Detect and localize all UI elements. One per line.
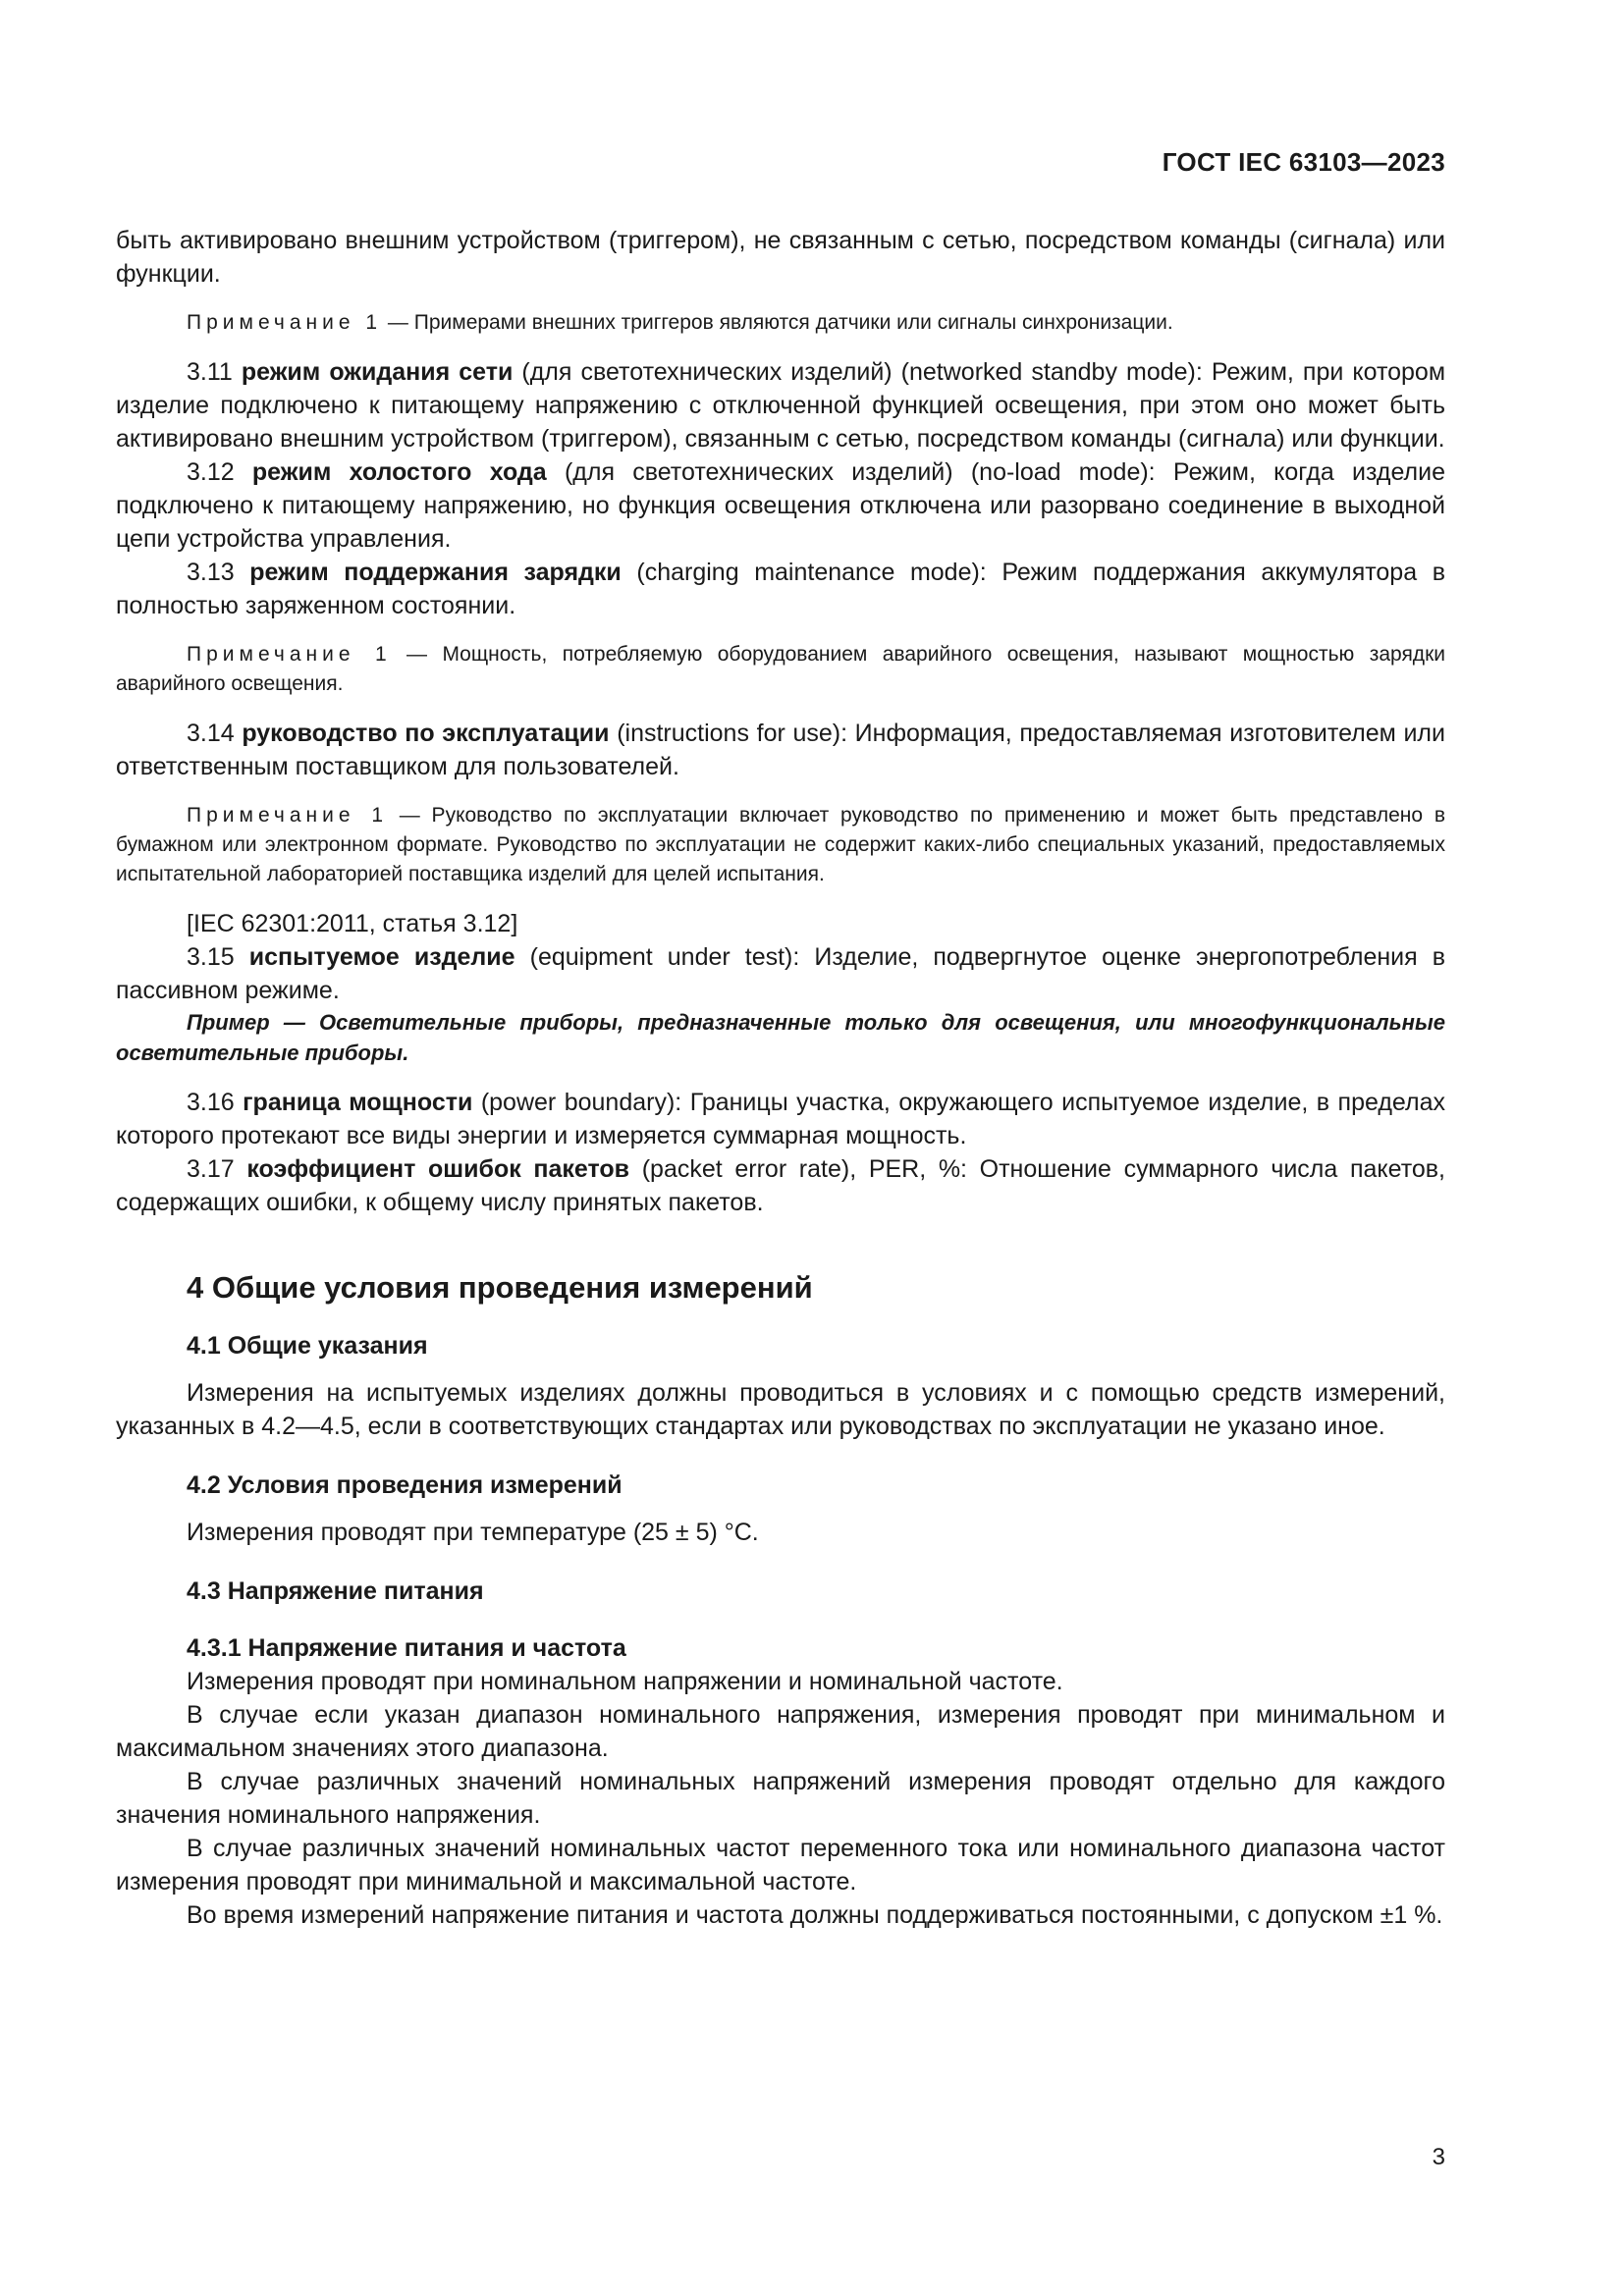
- section-4-3-1-paragraph-3: В случае различных значений номинальных напряжений измерения проводят отдельно для каждого значения номинального напряжения.: [116, 1768, 1445, 1829]
- continuation-paragraph: быть активировано внешним устройством (триггером), не связанным с сетью, посредством команды (сигнала) или функции.: [116, 227, 1445, 288]
- note-label: Примечание 1: [187, 804, 389, 827]
- section-4-heading: 4 Общие условия проведения измерений: [187, 1270, 813, 1305]
- note-text: — Руководство по эксплуатации включает руководство по применению и может быть представлено в бумажном или электронном формате. Руководство по эксплуатации не содержит каких-либо специальных указаний, предоставляемых испытательной лабораторией поставщика изделий для целей испытания.: [116, 804, 1445, 885]
- definition-number: 3.11: [187, 358, 242, 386]
- definition-number: 3.13: [187, 559, 250, 586]
- section-4-3-1-paragraph-1: Измерения проводят при номинальном напряжении и номинальной частоте.: [187, 1668, 1063, 1695]
- definition-3-12: [116, 455, 1445, 556]
- note-text: — Мощность, потребляемую оборудованием аварийного освещения, называют мощностью зарядки аварийного освещения.: [116, 643, 1445, 695]
- definition-term: испытуемое изделие: [248, 943, 515, 971]
- section-4-3-1-heading: 4.3.1 Напряжение питания и частота: [187, 1634, 626, 1662]
- document-designation: ГОСТ IEC 63103—2023: [1162, 147, 1445, 177]
- definition-text: (power boundary): Границы участка, окружающего испытуемое изделие, в пределах которого протекают все виды энергии и измеряется суммарная мощность.: [116, 1089, 1446, 1149]
- definition-term: режим поддержания зарядки: [249, 559, 622, 586]
- document-page: [116, 0, 1445, 2296]
- definition-text: (equipment under test): Изделие, подвергнутое оценке энергопотребления в пассивном режиме.: [116, 943, 1445, 1004]
- reference-3-14: [IEC 62301:2011, статья 3.12]: [187, 910, 518, 937]
- page-number: 3: [1432, 2144, 1445, 2170]
- section-4-3-1-paragraph-2: В случае если указан диапазон номинального напряжения, измерения проводят при минимальном и максимальном значениях этого диапазона.: [116, 1701, 1445, 1762]
- section-4-2-heading: 4.2 Условия проведения измерений: [187, 1471, 623, 1499]
- definition-3-11: [116, 355, 1445, 455]
- note-label: Примечание 1: [187, 643, 392, 666]
- definition-text: (instructions for use): Информация, предоставляемая изготовителем или ответственным поставщиком для пользователей.: [116, 720, 1445, 780]
- definition-number: 3.17: [187, 1155, 247, 1183]
- note-313: [116, 640, 1445, 699]
- definition-term: режим ожидания сети: [241, 358, 514, 386]
- note-310: [116, 308, 1445, 338]
- definition-term: коэффициент ошибок пакетов: [246, 1155, 630, 1183]
- definition-3-17: [116, 1152, 1445, 1219]
- definition-number: 3.12: [187, 458, 252, 486]
- section-4-3-1-paragraph-5: Во время измерений напряжение питания и частота должны поддерживаться постоянными, с допуском ±1 %.: [187, 1901, 1443, 1929]
- note-label: Примечание 1: [187, 311, 383, 334]
- definition-term: руководство по эксплуатации: [242, 720, 610, 747]
- section-4-1-heading: 4.1 Общие указания: [187, 1332, 428, 1360]
- definition-text: (packet error rate), PER, %: Отношение суммарного числа пакетов, содержащих ошибки, к общему числу принятых пакетов.: [116, 1155, 1445, 1216]
- definition-text: (для светотехнических изделий) (no-load mode): Режим, когда изделие подключено к питающему напряжению, но функция освещения отключена или разорвано соединение в выходной цепи устройства управления.: [116, 458, 1445, 553]
- page-content: [116, 224, 1445, 1932]
- note-text: — Примерами внешних триггеров являются датчики или сигналы синхронизации.: [382, 311, 1173, 334]
- definition-text: (для светотехнических изделий) (networked standby mode): Режим, при котором изделие подключено к питающему напряжению с отключенной функцией освещения, при этом оно может быть активировано внешним устройством (триггером), связанным с сетью, посредством команды (сигнала) или функции.: [116, 358, 1446, 453]
- definition-3-15: [116, 940, 1445, 1007]
- section-4-3-1-paragraph-4: В случае различных значений номинальных частот переменного тока или номинального диапазона частот измерения проводят при минимальной и максимальной частоте.: [116, 1835, 1445, 1896]
- definition-number: 3.15: [187, 943, 249, 971]
- definition-3-13: [116, 556, 1445, 622]
- definition-3-14: [116, 717, 1445, 783]
- definition-number: 3.16: [187, 1089, 244, 1116]
- definition-term: режим холостого хода: [251, 458, 547, 486]
- definition-number: 3.14: [187, 720, 243, 747]
- section-4-3-heading: 4.3 Напряжение питания: [187, 1577, 484, 1605]
- definition-text: (charging maintenance mode): Режим поддержания аккумулятора в полностью заряженном состоянии.: [116, 559, 1445, 619]
- note-314: [116, 801, 1445, 889]
- definition-term: граница мощности: [243, 1089, 473, 1116]
- example-3-15: Пример — Осветительные приборы, предназначенные только для освещения, или многофункциональные осветительные приборы.: [116, 1010, 1445, 1065]
- section-4-1-text: Измерения на испытуемых изделиях должны проводиться в условиях и с помощью средств измерений, указанных в 4.2—4.5, если в соответствующих стандартах или руководствах по эксплуатации не указано иное.: [116, 1379, 1445, 1440]
- definition-3-16: [116, 1086, 1445, 1152]
- section-4-2-text: Измерения проводят при температуре (25 ± 5) °С.: [187, 1519, 759, 1546]
